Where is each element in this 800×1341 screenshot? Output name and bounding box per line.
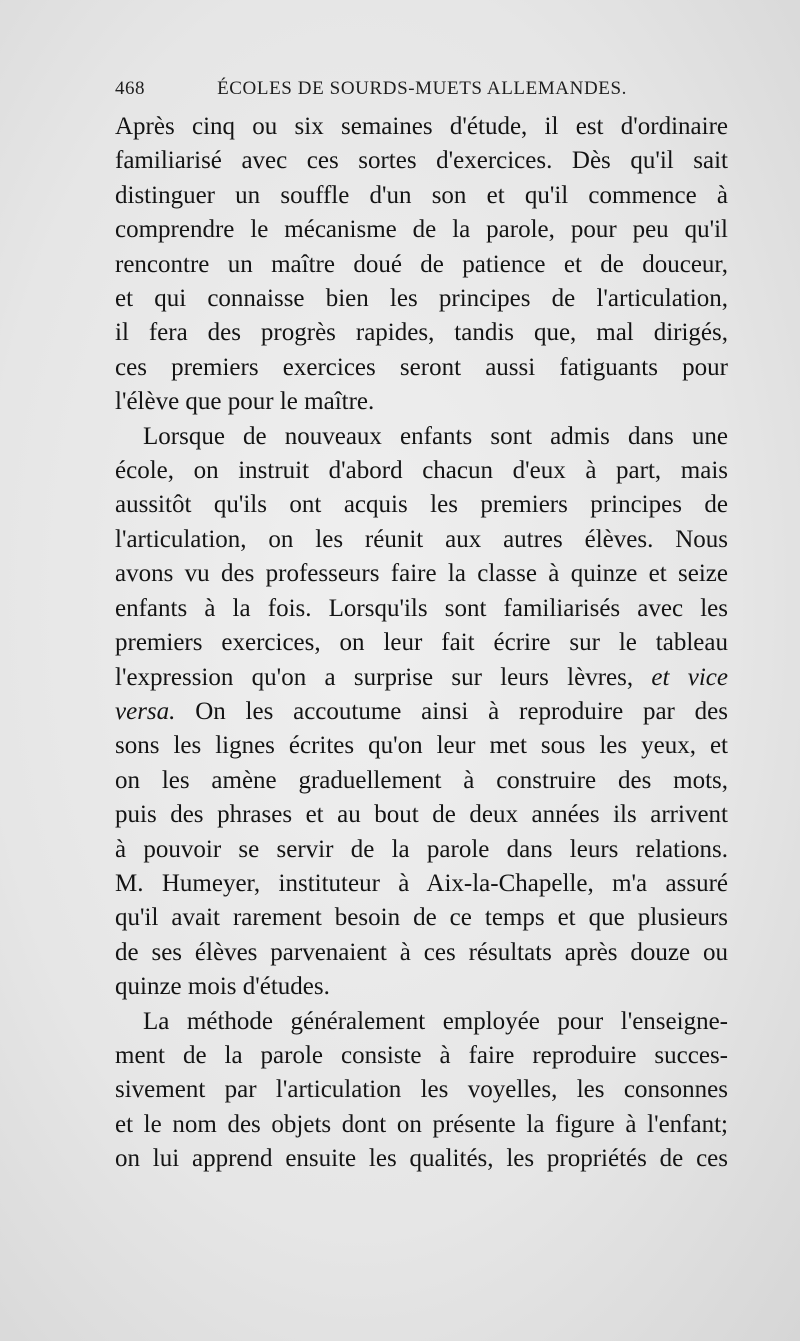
text-line: enfants à la fois. Lorsqu'ils sont familiarisés avec les [115, 594, 728, 622]
text-line: de ses élèves parvenaient à ces résultats après douze ou [115, 938, 728, 966]
text-line: ment de la parole consiste à faire reproduire succes- [115, 1041, 728, 1069]
text-line: rencontre un maître doué de patience et de douceur, [115, 250, 728, 278]
text-line-with-italic [115, 661, 728, 695]
text-line: comprendre le mécanisme de la parole, pour peu qu'il [115, 216, 728, 244]
text-line: école, on instruit d'abord chacun d'eux à part, mais [115, 457, 728, 485]
paragraph-1 [115, 110, 728, 420]
text-line: quinze mois d'études. [115, 973, 330, 1001]
text-line: La méthode généralement employée pour l'enseigne- [143, 1007, 728, 1035]
text-line: on lui apprend ensuite les qualités, les propriétés de ces [115, 1145, 728, 1173]
paragraph-2 [115, 420, 728, 1005]
page-header [115, 70, 730, 108]
text-segment: On les accoutume ainsi à reproduire par des [175, 697, 728, 725]
text-line: Après cinq ou six semaines d'étude, il est d'ordinaire [115, 113, 728, 140]
text-line: distinguer un souffle d'un son et qu'il commence à [115, 181, 728, 209]
body-text [115, 110, 728, 1177]
italic-text: et vice [651, 663, 728, 691]
text-line: on les amène graduellement à construire des mots, [115, 766, 728, 794]
text-line: aussitôt qu'ils ont acquis les premiers principes de [115, 491, 728, 519]
text-line: à pouvoir se servir de la parole dans leurs relations. [115, 835, 728, 863]
text-line: avons vu des professeurs faire la classe à quinze et seize [115, 560, 728, 588]
text-line: qu'il avait rarement besoin de ce temps et que plusieurs [115, 904, 728, 932]
text-line: sivement par l'articulation les voyelles, les consonnes [115, 1076, 728, 1104]
text-line: l'élève que pour le maître. [115, 388, 375, 416]
page-number: 468 [115, 78, 145, 99]
italic-text: versa. [115, 697, 176, 725]
text-line: et le nom des objets dont on présente la figure à l'enfant; [115, 1110, 728, 1138]
text-line: M. Humeyer, instituteur à Aix-la-Chapelle, m'a assuré [115, 869, 728, 897]
text-line: familiarisé avec ces sortes d'exercices. Dès qu'il sait [115, 147, 728, 175]
paragraph-3 [115, 1005, 728, 1177]
text-line: et qui connaisse bien les principes de l'articulation, [115, 285, 728, 313]
running-title: ÉCOLES DE SOURDS-MUETS ALLEMANDES. [217, 78, 627, 99]
text-line: puis des phrases et au bout de deux années ils arrivent [115, 801, 728, 829]
text-line: il fera des progrès rapides, tandis que, mal dirigés, [115, 319, 728, 347]
text-line-with-italic [115, 695, 728, 729]
text-line: sons les lignes écrites qu'on leur met sous les yeux, et [115, 732, 728, 760]
text-line: premiers exercices, on leur fait écrire sur le tableau [115, 629, 728, 657]
text-line: ces premiers exercices seront aussi fatiguants pour [115, 353, 728, 381]
text-segment: l'expression qu'on a surprise sur leurs lèvres, [115, 663, 634, 691]
text-line: l'articulation, on les réunit aux autres élèves. Nous [115, 525, 728, 553]
text-line: Lorsque de nouveaux enfants sont admis dans une [143, 422, 728, 450]
